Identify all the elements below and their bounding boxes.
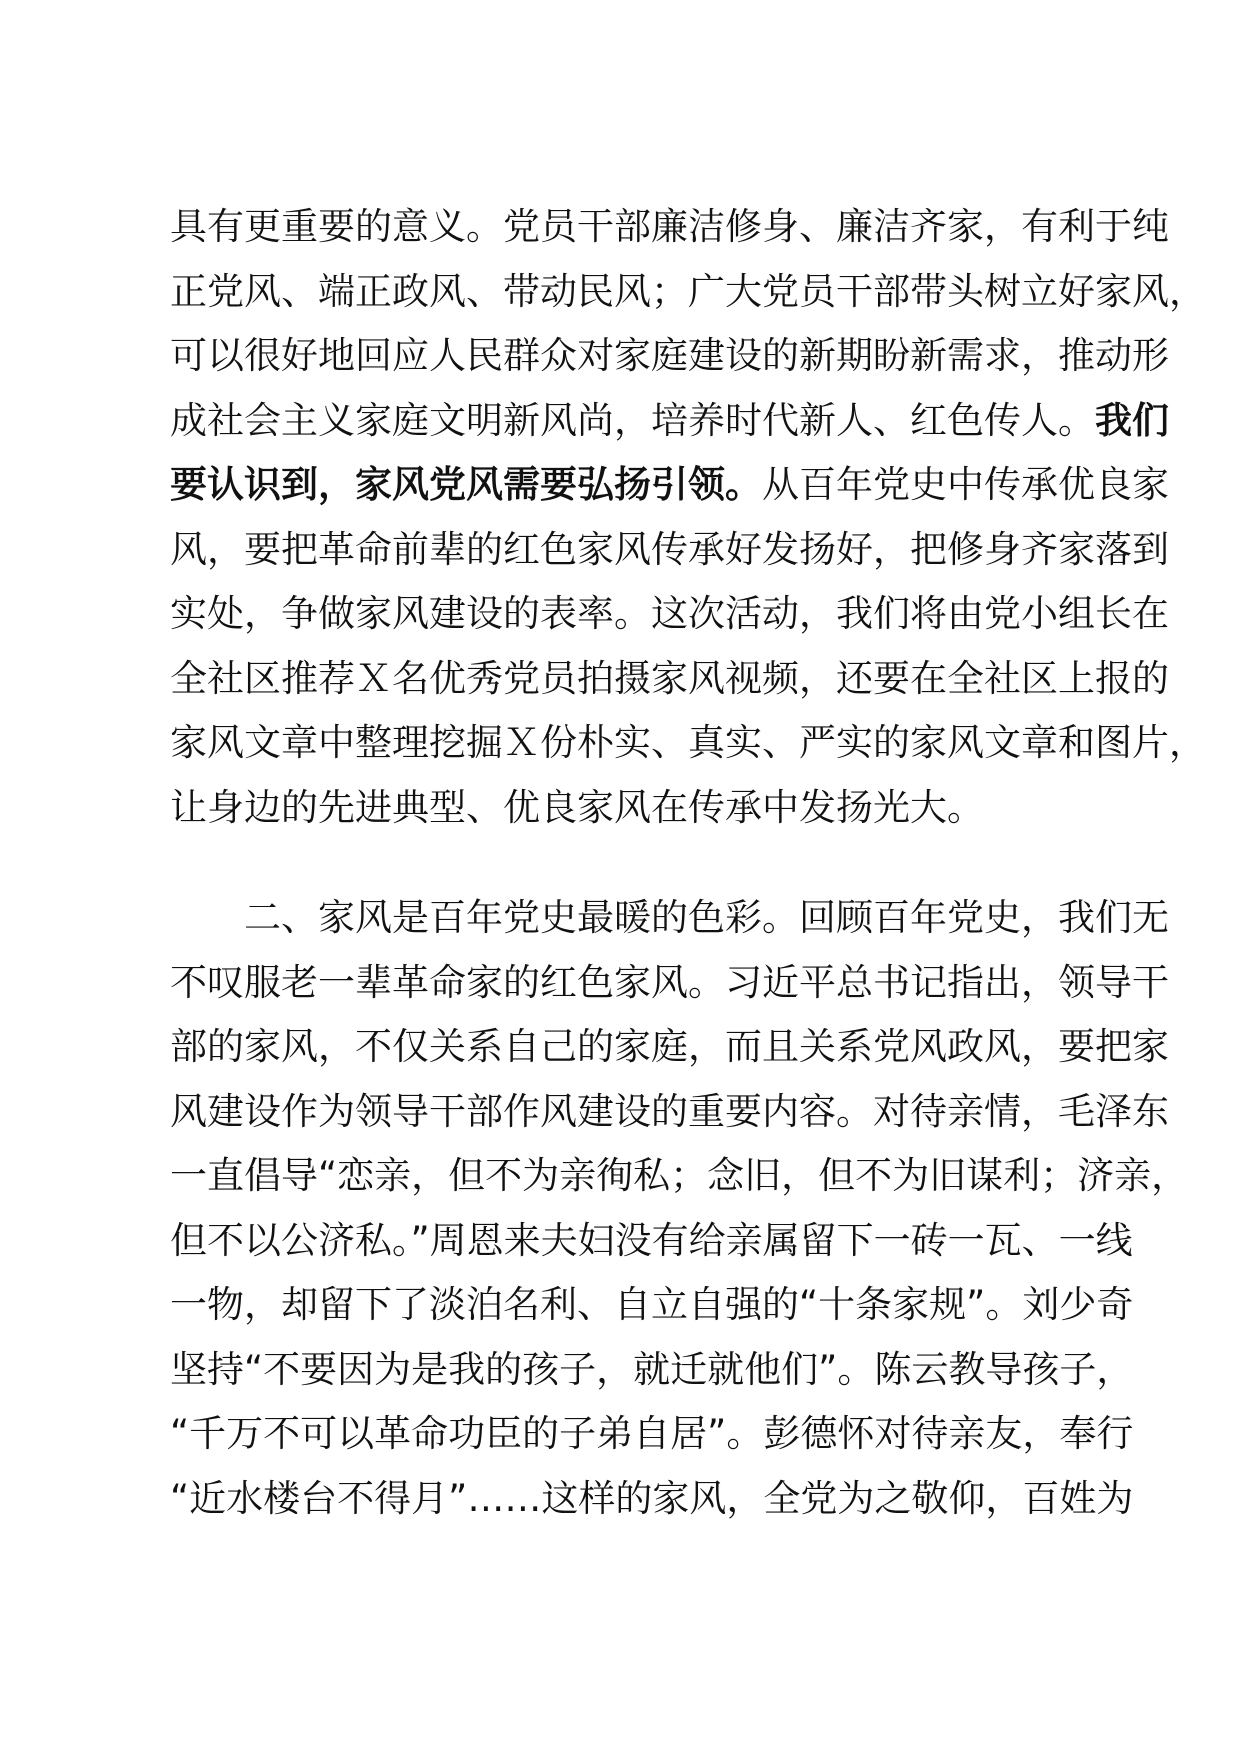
text-segment: 成社会主义家庭文明新风尚，培养时代新人、红色传人。	[170, 398, 1095, 442]
text-line: 二、家风是百年党史最暖的色彩。回顾百年党史，我们无	[244, 896, 1169, 939]
text-line: 正党风、端正政风、带动民风；广大党员干部带头树立好家风，	[170, 269, 1206, 313]
text-segment: 从百年党史中传承优良家	[762, 463, 1169, 506]
bold-emphasis: 要认识到，家风党风需要弘扬引领。	[170, 463, 762, 506]
paragraph-2	[170, 886, 1189, 1531]
text-line: 一物，却留下了淡泊名利、自立自强的“十条家规”。刘少奇	[170, 1283, 1134, 1326]
text-line: 家风文章中整理挖掘Ｘ份朴实、真实、严实的家风文章和图片，	[170, 721, 1206, 764]
text-line: 可以很好地回应人民群众对家庭建设的新期盼新需求，推动形	[170, 334, 1169, 377]
text-line: 坚持“不要因为是我的孩子，就迁就他们”。陈云教导孩子，	[170, 1347, 1134, 1391]
paragraph-1	[170, 195, 1206, 840]
bold-emphasis: 我们	[1095, 398, 1169, 442]
text-line	[170, 389, 1169, 454]
text-line: 具有更重要的意义。党员干部廉洁修身、廉洁齐家，有利于纯	[170, 205, 1169, 248]
text-line: “近水楼台不得月”……这样的家风，全党为之敬仰，百姓为	[170, 1476, 1134, 1520]
text-line: 实处，争做家风建设的表率。这次活动，我们将由党小组长在	[170, 592, 1169, 635]
text-line: 让身边的先进典型、优良家风在传承中发扬光大。	[170, 785, 984, 829]
text-line: 全社区推荐Ｘ名优秀党员拍摄家风视频，还要在全社区上报的	[170, 656, 1169, 700]
text-line: 风，要把革命前辈的红色家风传承好发扬好，把修身齐家落到	[170, 527, 1169, 571]
text-line: 但不以公济私。”周恩来夫妇没有给亲属留下一砖一瓦、一线	[170, 1218, 1133, 1262]
text-line	[170, 453, 1169, 518]
text-line: 不叹服老一辈革命家的红色家风。习近平总书记指出，领导干	[170, 960, 1169, 1004]
text-line: 风建设作为领导干部作风建设的重要内容。对待亲情，毛泽东	[170, 1089, 1169, 1133]
text-line: “千万不可以革命功臣的子弟自居”。彭德怀对待亲友，奉行	[170, 1412, 1134, 1455]
text-line: 一直倡导“恋亲，但不为亲徇私；念旧，但不为旧谋利；济亲，	[170, 1154, 1189, 1197]
text-line: 部的家风，不仅关系自己的家庭，而且关系党风政风，要把家	[170, 1025, 1169, 1068]
